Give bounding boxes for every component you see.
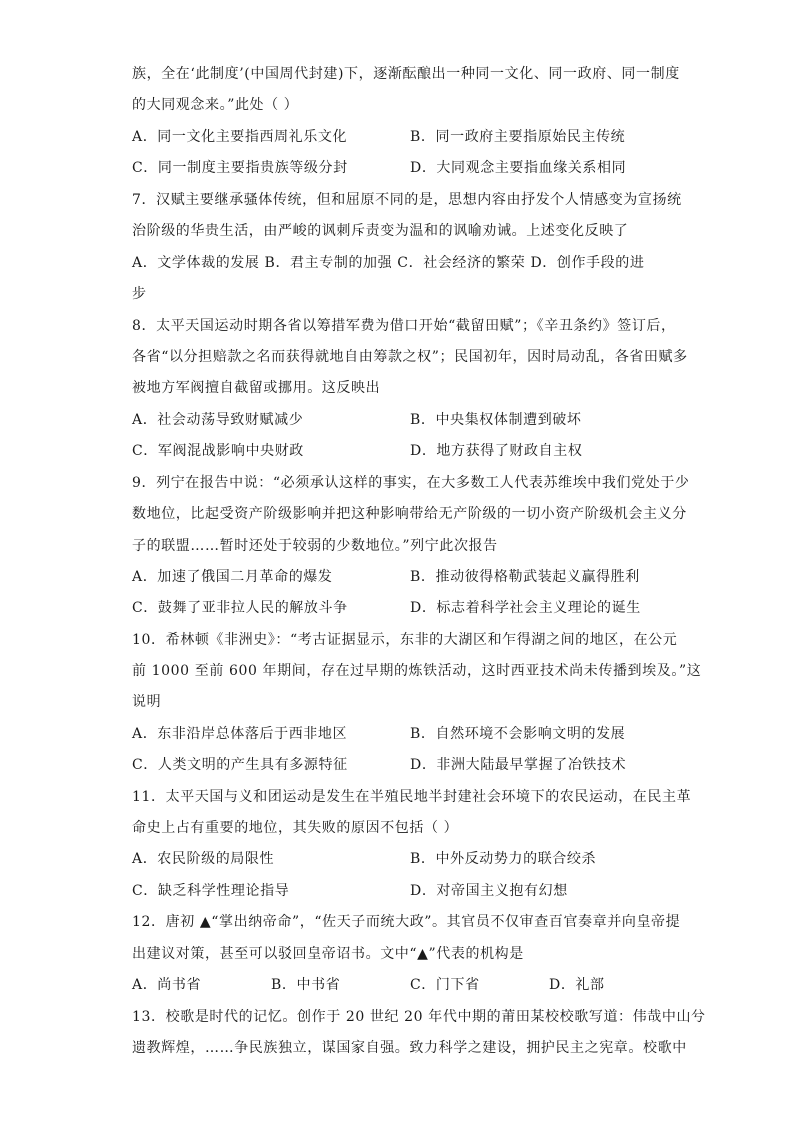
q9-stem-line-1: 9．列宁在报告中说：“必须承认这样的事实，在大多数工人代表苏维埃中我们党处于少 (132, 475, 690, 491)
q12-option-b[interactable]: B．中书省 (271, 977, 341, 993)
q8-option-a[interactable]: A．社会动荡导致财赋减少 (132, 412, 304, 428)
q10-option-c[interactable]: C．人类文明的产生具有多源特征 (132, 757, 348, 773)
q11-option-c[interactable]: C．缺乏科学性理论指导 (132, 883, 290, 899)
q6-option-a[interactable]: A．同一文化主要指西周礼乐文化 (132, 129, 348, 145)
q11-option-b[interactable]: B．中外反动势力的联合绞杀 (410, 851, 597, 867)
q8-stem-line-3: 被地方军阀擅自截留或挪用。这反映出 (132, 380, 381, 396)
q10-stem-line-2: 前 1000 至前 600 年期间，存在过早期的炼铁活动，这时西亚技术尚未传播到埃及。”这 (132, 663, 702, 679)
q8-stem-line-1: 8．太平天国运动时期各省以筹措军费为借口开始“截留田赋”；《辛丑条约》签订后， (132, 318, 676, 334)
q6-option-b[interactable]: B．同一政府主要指原始民主传统 (410, 129, 626, 145)
q10-option-a[interactable]: A．东非沿岸总体落后于西非地区 (132, 726, 348, 742)
q7-stem-line-2: 治阶级的华贵生活，由严峻的讽刺斥责变为温和的讽喻劝诫。上述变化反映了 (132, 223, 629, 239)
q10-option-b[interactable]: B．自然环境不会影响文明的发展 (410, 726, 626, 742)
q6-stem-line-2: 的大同观念来。”此处（ ） (132, 97, 299, 113)
q13-stem-line-1: 13．校歌是时代的记忆。创作于 20 世纪 20 年代中期的莆田某校校歌写道：伟哉中山兮 (132, 1009, 706, 1025)
q9-stem-line-2: 数地位，比起受资产阶级影响并把这种影响带给无产阶级的一切小资产阶级机会主义分 (132, 506, 687, 522)
q11-option-d[interactable]: D．对帝国主义抱有幻想 (410, 883, 568, 899)
q8-option-d[interactable]: D．地方获得了财政自主权 (410, 443, 583, 459)
q9-option-d[interactable]: D．标志着科学社会主义理论的诞生 (410, 600, 641, 616)
q9-option-c[interactable]: C．鼓舞了亚非拉人民的解放斗争 (132, 600, 348, 616)
q7-options-line-wrap: 步 (132, 286, 147, 302)
q11-option-a[interactable]: A．农民阶级的局限性 (132, 851, 275, 867)
q12-option-c[interactable]: C．门下省 (410, 977, 480, 993)
q7-stem-line-1: 7．汉赋主要继承骚体传统，但和屈原不同的是，思想内容由抒发个人情感变为宣扬统 (132, 192, 682, 208)
q6-option-d[interactable]: D．大同观念主要指血缘关系相同 (410, 160, 627, 176)
q10-stem-line-1: 10．希林顿《非洲史》：“考古证据显示，东非的大湖区和乍得湖之间的地区，在公元 (132, 632, 678, 648)
q12-option-d[interactable]: D．礼部 (549, 977, 605, 993)
q13-stem-line-2: 遗教辉煌，……争民族独立，谋国家自强。致力科学之建设，拥护民主之宪章。校歌中 (132, 1040, 687, 1056)
q8-option-b[interactable]: B．中央集权体制遭到破坏 (410, 412, 582, 428)
q10-option-d[interactable]: D．非洲大陆最早掌握了冶铁技术 (410, 757, 627, 773)
q9-option-a[interactable]: A．加速了俄国二月革命的爆发 (132, 569, 333, 585)
q12-stem-line-2: 出建议对策，甚至可以驳回皇帝诏书。文中“▲”代表的机构是 (132, 946, 524, 962)
q8-stem-line-2: 各省“以分担赔款之名而获得就地自由筹款之权”；民国初年，因时局动乱，各省田赋多 (132, 349, 688, 365)
q8-option-c[interactable]: C．军阀混战影响中央财政 (132, 443, 304, 459)
q11-stem-line-2: 命史上占有重要的地位，其失败的原因不包括（ ） (132, 820, 459, 836)
q7-options-line[interactable]: A．文学体裁的发展 B．君主专制的加强 C．社会经济的繁荣 D．创作手段的进 (132, 255, 645, 271)
q6-option-c[interactable]: C．同一制度主要指贵族等级分封 (132, 160, 348, 176)
q9-stem-line-3: 子的联盟……暂时还处于较弱的少数地位。”列宁此次报告 (132, 538, 498, 554)
q10-stem-line-3: 说明 (132, 694, 162, 710)
q6-stem-line-1: 族，全在‘此制度’(中国周代封建)下，逐渐酝酿出一种同一文化、同一政府、同一制度 (132, 66, 680, 82)
q9-option-b[interactable]: B．推动彼得格勒武装起义赢得胜利 (410, 569, 640, 585)
q12-stem-line-1: 12．唐初 ▲“掌出纳帝命”，“佐天子而统大政”。其官员不仅审查百官奏章并向皇帝提 (132, 914, 681, 930)
q11-stem-line-1: 11．太平天国与义和团运动是发生在半殖民地半封建社会环境下的农民运动，在民主革 (132, 789, 692, 805)
q12-option-a[interactable]: A．尚书省 (132, 977, 202, 993)
